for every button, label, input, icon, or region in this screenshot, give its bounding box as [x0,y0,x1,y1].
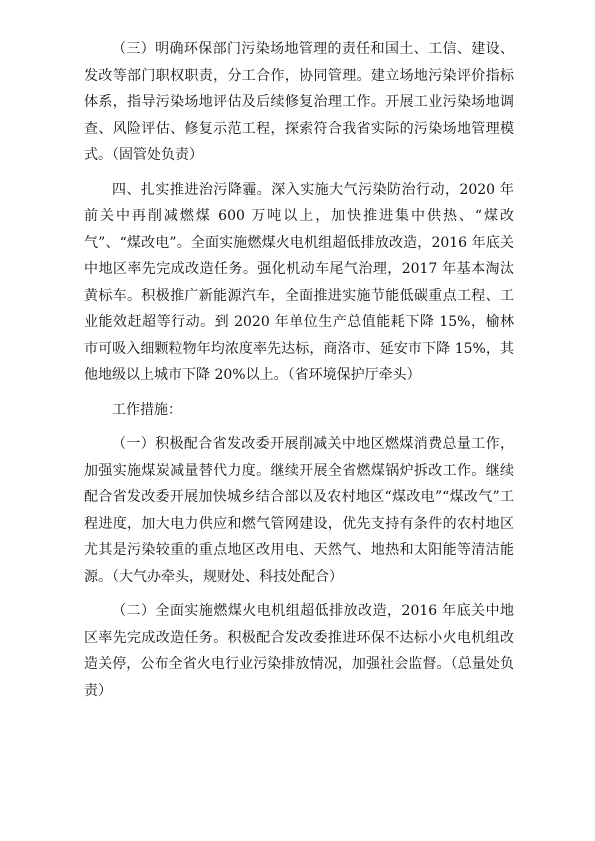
paragraph-gap [84,169,514,177]
paragraph-measure-one: （一）积极配合省发改委开展削减关中地区燃煤消费总量工作，加强实施煤炭减量替代力度。继续开展全省燃煤锅炉拆改工作。继续配合省发改委开展加快城乡结合部以及农村地区“煤改电”“煤改气”工程进度，加大电力供应和燃气管网建设，优先支持有条件的农村地区尤其是污染较重的重点地区改用电、天然气、地热和太阳能等清洁能源。（大气办牵头，规财处、科技处配合） [84,436,514,585]
paragraph-haze-control: 四、扎实推进治污降霾。深入实施大气污染防治行动，2020 年前关中再削减燃煤 600 万吨以上，加快推进集中供热、“煤改气”、“煤改电”。全面实施燃煤火电机组超低排放改造，2016 年底关中地区率先完成改造任务。强化机动车尾气治理，2017 年基本淘汰黄标车。积极推广新能源汽车，全面推进实施节能低碳重点工程、工业能效赶超等行动。到 2020 年单位生产总值能耗下降 15%，榆林市可吸入细颗粒物年均浓度率先达标，商洛市、延安市下降 15%，其他地级以上城市下降 20%以上。（省环境保护厅牵头） [84,181,514,383]
paragraph-site-management: （三）明确环保部门污染场地管理的责任和国土、工信、建设、发改等部门职权职责，分工合作，协同管理。建立场地污染评价指标体系，指导污染场地评估及后续修复治理工作。开展工业污染场地调查、风险评估、修复示范工程，探索符合我省实际的污染场地管理模式。（固管处负责） [84,41,514,163]
paragraph-measures-heading: 工作措施： [112,401,182,418]
document-body [84,36,514,704]
paragraph-measure-two: （二）全面实施燃煤火电机组超低排放改造，2016 年底关中地区率先完成改造任务。积极配合发改委推进环保不达标小火电机组改造关停，公布全省火电行业污染排放情况，加强社会监督。（总量处负责） [84,603,514,699]
paragraph-gap [84,590,514,598]
paragraph-gap [84,423,514,431]
paragraph-gap [84,389,514,397]
